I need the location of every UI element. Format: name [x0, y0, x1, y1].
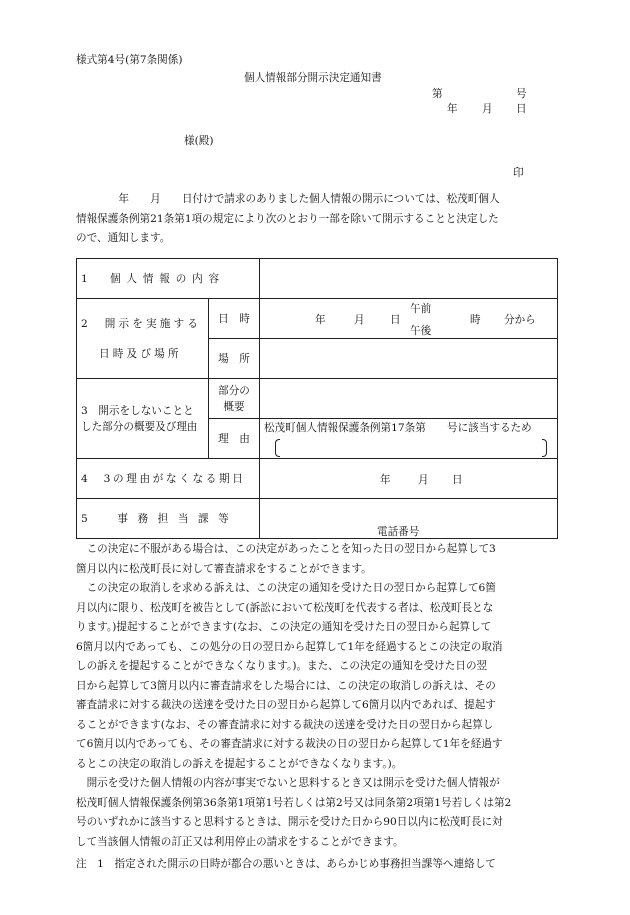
row5-value-cell — [260, 499, 558, 539]
form-number: 様式第4号(第7条関係) — [76, 54, 183, 66]
row1-value-cell — [260, 259, 558, 299]
doc-number-suffix: 号 — [516, 88, 527, 100]
notice-line: して当該個人情報の訂正又は利用停止の請求をすることができます。 — [76, 835, 404, 848]
row2-datetime-label: 日 時 — [218, 313, 250, 325]
notice-line: ります。)提起することができます(なお、この決定の通知を受けた日の翌日から起算して — [76, 621, 492, 633]
notice-paragraph-2 — [76, 579, 554, 774]
row4-label: 4 3の理由がなくなる期日 — [81, 473, 246, 485]
intro-line: 情報保護条例第21条第1項の規定により次のとおり一部を除いて開示することと決定した — [76, 212, 499, 225]
row2-label-a: 2 開示を実施する — [81, 317, 202, 330]
row4-label-cell — [77, 459, 260, 499]
doc-number-prefix: 第 — [432, 88, 443, 100]
row3-summary-label-cell — [209, 379, 260, 419]
row4-value-cell — [260, 459, 558, 499]
row2-month: 月 — [354, 314, 365, 326]
notice-line: 日から起算して3箇月以内に審査請求をした場合には、この決定の取消しの訴えは、その — [76, 679, 496, 692]
row3-label-cell — [77, 379, 209, 459]
table-row — [77, 499, 558, 539]
notice-line: ることができます(なお、その審査請求に対する裁決の送達を受けた日の翌日から起算し — [76, 718, 494, 731]
notice-line: 松茂町個人情報保護条例第36条第1項第1号若しくは第2号又は同条第2項第1号若しくは第2 — [76, 796, 512, 809]
row2-place-value-cell — [260, 339, 558, 379]
notice-paragraph-1 — [76, 540, 554, 579]
issue-date-month: 月 — [482, 103, 493, 115]
row1-label-cell — [77, 259, 260, 299]
disclosure-table — [76, 258, 558, 539]
row5-phone-label: 電話番号 — [377, 526, 420, 538]
bracket-right-icon — [542, 439, 547, 457]
table-row — [77, 259, 558, 299]
row2-pm: 午後 — [410, 325, 432, 337]
row2-day: 日 — [390, 314, 401, 326]
row3-reason-label: 理 由 — [218, 433, 250, 445]
notice-line: しの訴えを提起することができなくなります。)。また、この決定の通知を受けた日の翌 — [76, 660, 488, 672]
row4-month: 月 — [418, 474, 429, 486]
row2-minute-from: 分から — [504, 314, 536, 326]
intro-line: ので、通知します。 — [76, 232, 171, 244]
row2-place-label: 場 所 — [218, 353, 250, 365]
notice-line: 箇月以内に松茂町長に対して審査請求をすることができます。 — [76, 562, 372, 575]
notice-line: 月以内に限り、松茂町を被告として(訴訟において松茂町を代表する者は、松茂町長とな — [76, 601, 494, 614]
notice-line: 審査請求に対する裁決の送達を受けた日の翌日から起算して6箇月以内であれば、提起す — [76, 699, 496, 711]
page-title: 個人情報部分開示決定通知書 — [244, 72, 382, 84]
row2-year: 年 — [315, 314, 326, 326]
table-row — [77, 459, 558, 499]
bracket-left-icon — [275, 439, 280, 457]
row4-day: 日 — [452, 474, 463, 486]
issue-date-day: 日 — [516, 103, 527, 115]
row2-label-cell — [77, 299, 209, 379]
row5-label-cell — [77, 499, 260, 539]
notice-line: 6箇月以内であっても、この処分の日の翌日から起算して1年を経過するとこの決定の取消 — [76, 640, 503, 653]
issue-date-year: 年 — [447, 103, 458, 115]
row1-label: 1 個人情報の内容 — [81, 273, 225, 285]
row5-label: 5 事務担当課等 — [81, 513, 239, 525]
row2-datetime-value-cell — [260, 299, 558, 339]
row2-place-label-cell — [209, 339, 260, 379]
notice-paragraph-3 — [76, 774, 554, 852]
row3-reason-label-cell — [209, 419, 260, 459]
table-row — [77, 379, 558, 419]
notice-line: て6箇月以内であっても、その審査請求に対する裁決の日の翌日から起算して1年を経過す — [76, 738, 503, 750]
notice-line: この決定の取消しを求める訴えは、この決定の通知を受けた日の翌日から起算して6箇 — [76, 582, 496, 594]
notice-line: 開示を受けた個人情報の内容が事実でないと思料するとき又は開示を受けた個人情報が — [76, 777, 500, 789]
intro-paragraph — [76, 190, 554, 249]
intro-line: 年 月 日付けで請求のありました個人情報の開示については、松茂町個人 — [76, 193, 500, 205]
notice-line: この決定に不服がある場合は、この決定があったことを知った日の翌日から起算して3 — [76, 543, 496, 555]
row3-reason-value-cell — [260, 419, 558, 459]
row4-year: 年 — [380, 474, 391, 486]
notice-line: 号のいずれかに該当すると思料するときは、開示を受けた日から90日以内に松茂町長に対 — [76, 816, 503, 828]
row2-label-b: 日時及び場所 — [99, 347, 182, 360]
table-row — [77, 299, 558, 339]
row3-reason-text: 松茂町個人情報保護条例第17条第 号に該当するため — [264, 422, 532, 434]
row2-am: 午前 — [410, 303, 432, 315]
row3-label: 3 開示をしないこととした部分の概要及び理由 — [81, 404, 198, 433]
seal-mark: 印 — [513, 167, 524, 179]
row2-hour: 時 — [470, 314, 481, 326]
notice-line: るとこの決定の取消しの訴えを提起することができなくなります。)。 — [76, 757, 403, 770]
row2-datetime-label-cell — [209, 299, 260, 339]
row3-summary-label: 部分の概要 — [218, 384, 250, 413]
note-line: 注 1 指定された開示の日時が都合の悪いときは、あらかじめ事務担当課等へ連絡して — [76, 858, 496, 870]
row3-summary-value-cell — [260, 379, 558, 419]
addressee: 様(殿) — [184, 135, 214, 147]
